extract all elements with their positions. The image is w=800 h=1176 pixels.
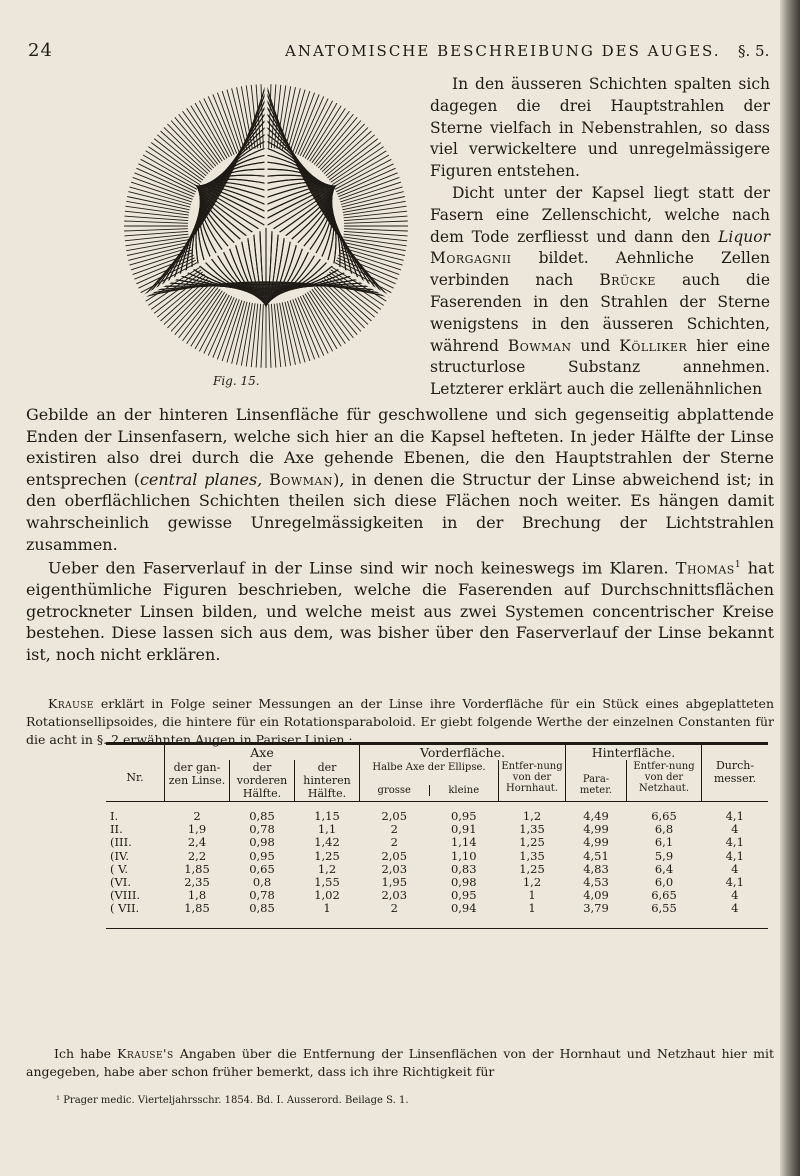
row-label: (IV. [110, 848, 129, 863]
table-row [106, 802, 768, 824]
table-cell: 4,1 [725, 848, 744, 863]
table-cell: 1,2 [522, 875, 542, 890]
table-cell: 0,95 [450, 888, 477, 903]
table-cell: 6,65 [651, 809, 677, 823]
table-row [106, 902, 768, 928]
table-cell: 1,35 [519, 822, 545, 837]
table-cell: 0,85 [249, 809, 275, 823]
table-cell: 2,2 [187, 848, 207, 863]
table-cell: 2,05 [381, 809, 408, 823]
main-body-text [26, 404, 774, 665]
row-label: (VIII. [110, 888, 141, 903]
table-cell: 0,85 [249, 901, 275, 916]
table-cell: 6,4 [654, 861, 674, 876]
table-cell: 1,25 [314, 848, 340, 863]
table-cell: 0,8 [252, 875, 272, 890]
col-entfernung-hornhaut: Entfer-nung von der Hornhaut. [499, 760, 566, 802]
table-cell: 4,49 [583, 809, 609, 823]
table-cell: 0,83 [450, 861, 477, 876]
table-cell: 1,2 [522, 809, 542, 823]
table-cell: 3,79 [583, 901, 609, 916]
paragraph: In den äusseren Schichten spalten sich dagegen die drei Hauptstrahlen der Sterne vielfach in Nebenstrahlen, so dass viel verwickeltere und unregelmässigere Figuren entstehen. [430, 75, 770, 181]
table-cell: 0,98 [450, 875, 477, 890]
paragraph: Dicht unter der Kapsel liegt statt der Fasern eine Zellenschicht, welche nach dem Tode zerfliesst und dann den Liquor Morgagnii bildet. Aehnliche Zellen verbinden nach Brücke auch die Faserenden in den Strahlen der Sterne wenigstens in den äusseren Schichten, während Bowman und Kölliker hier eine structurlose Substanz annehmen. Letzterer erklärt auch die zellenähnlichen [430, 183, 771, 399]
col-vorderen: der vorderen Hälfte. [230, 760, 295, 802]
table-cell: 4 [731, 888, 739, 903]
table-cell: 4,09 [583, 888, 609, 903]
row-label: ( VII. [110, 901, 140, 916]
table-cell: 1,85 [184, 861, 210, 876]
table-cell: 6,8 [654, 822, 674, 837]
table-cell: 0,78 [249, 822, 275, 837]
table-cell: 0,78 [249, 888, 275, 903]
table-cell: 1,1 [317, 822, 337, 837]
table-cell: 1 [323, 901, 331, 916]
table-cell: 1,85 [184, 901, 210, 916]
lens-star-figure [108, 78, 424, 374]
table-cell: 0,65 [249, 861, 275, 876]
table-cell: 1,10 [450, 848, 477, 863]
table-cell: 1,9 [187, 822, 207, 837]
table-cell: 4,1 [725, 875, 744, 890]
table-cell: 1,25 [519, 861, 545, 876]
col-nr: Nr. [106, 744, 165, 802]
table-cell: 5,9 [654, 848, 674, 863]
row-label: ( V. [110, 861, 129, 876]
page-number: 24 [28, 40, 53, 61]
table-cell: 1,95 [381, 875, 408, 890]
table-cell: 4,53 [583, 875, 609, 890]
col-group-vorderflaeche: Vorderfläche. [360, 744, 566, 761]
table-cell: 4,1 [725, 835, 744, 850]
col-group-axe: Axe [165, 744, 360, 761]
running-title: ANATOMISCHE BESCHREIBUNG DES AUGES. [285, 42, 721, 60]
table-cell: 1,25 [519, 835, 545, 850]
small-print-paragraph: Krause erklärt in Folge seiner Messungen an der Linse ihre Vorderfläche für ein Stück eines abgeplatteten Rotationsellipsoides, die hintere für ein Rotationsparaboloid. Er giebt folgende Werthe der einzelnen Constanten für die acht in §. 2 erwähnten Augen in Pariser Linien : [26, 696, 774, 747]
table-cell: 4,99 [583, 835, 609, 850]
table-cell: 2,05 [381, 848, 408, 863]
paragraph: Gebilde an der hinteren Linsenfläche für geschwollene und sich gegenseitig abplattende Enden der Linsenfasern, welche sich hier an die Kapsel hefteten. In jeder Hälfte der Linse existiren also drei durch die Axe gehende Ebenen, die den Hauptstrahlen der Sterne entsprechen (central planes, Bowman), in denen die Structur der Linse abweichend ist; in den oberflächlichen Schichten theilen sich diese Flächen noch weiter. Es hängen damit wahrscheinlich gewisse Unregelmässigkeiten in der Brechung der Lichtstrahlen zusammen. [26, 405, 775, 554]
table-cell: 0,95 [450, 809, 477, 823]
figure-caption: Fig. 15. [213, 374, 260, 388]
table-cell: 1,35 [519, 848, 545, 863]
table-cell: 0,98 [249, 835, 275, 850]
table-cell: 2 [390, 822, 398, 837]
table-cell: 4 [731, 861, 739, 876]
table-cell: 4,99 [583, 822, 609, 837]
table-cell: 1,42 [314, 835, 340, 850]
row-label: (VI. [110, 875, 131, 890]
table-cell: 0,94 [450, 901, 477, 916]
page-header [0, 40, 780, 70]
row-label: I. [110, 809, 119, 823]
table-cell: 0,95 [249, 848, 275, 863]
table-cell: 2,03 [381, 861, 408, 876]
table-cell: 4,83 [583, 861, 609, 876]
col-hinteren: der hinteren Hälfte. [295, 760, 360, 802]
col-entfernung-netzhaut: Entfer-nung von der Netzhaut. [627, 760, 702, 802]
table-cell: 1,02 [314, 888, 340, 903]
table-cell: 1,15 [314, 809, 340, 823]
table-cell: 6,55 [651, 901, 677, 916]
col-durchmesser: Durch-messer. [702, 744, 769, 802]
table-row [106, 836, 768, 849]
col-group-hinterflaeche: Hinterfläche. [566, 744, 702, 761]
right-column-text [430, 74, 770, 401]
table-cell: 6,1 [654, 835, 674, 850]
table-cell: 2 [193, 809, 201, 823]
book-spine-shadow [780, 0, 800, 1176]
table-cell: 4 [731, 822, 739, 837]
table-cell: 6,0 [654, 875, 674, 890]
table-cell: 1,2 [317, 861, 337, 876]
footnote: ¹ Prager medic. Vierteljahrsschr. 1854. Bd. I. Ausserord. Beilage S. 1. [56, 1095, 409, 1106]
col-ganzen: der gan-zen Linse. [165, 760, 230, 802]
table-cell: 1 [528, 901, 536, 916]
table-cell: 2,35 [184, 875, 210, 890]
table-cell: 4,1 [725, 809, 744, 823]
table-cell: 6,65 [651, 888, 677, 903]
col-parameter: Para-meter. [566, 760, 627, 802]
constants-table [106, 742, 768, 929]
table-cell: 1,8 [187, 888, 207, 903]
table-cell: 1,55 [314, 875, 340, 890]
table-cell: 2,03 [381, 888, 408, 903]
table-cell: 4,51 [583, 848, 609, 863]
table-cell: 4 [731, 901, 739, 916]
table-cell: 1 [528, 888, 536, 903]
table-cell: 2,4 [187, 835, 207, 850]
paragraph: Ueber den Faserverlauf in der Linse sind wir noch keineswegs im Klaren. Thomas$^1$ hat eigenthümliche Figuren beschrieben, welche die Faserenden auf Durchschnittsflächen getrockneter Linsen bilden, und welche meist aus zwei Systemen concentrischer Kreise bestehen. Diese lassen sich aus dem, was bisher über den Faserverlauf der Linse bekannt ist, noch nicht erklären. [26, 558, 775, 664]
table-cell: 1,14 [450, 835, 477, 850]
col-halbe-axe: Halbe Axe der Ellipse. grosse kleine [360, 760, 499, 802]
table-cell: 2 [390, 835, 398, 850]
row-label: II. [110, 822, 123, 837]
section-mark: §. 5. [738, 42, 770, 60]
row-label: (III. [110, 835, 132, 850]
table-row [106, 850, 768, 863]
table-cell: 2 [390, 901, 398, 916]
table-cell: 0,91 [450, 822, 477, 837]
fibre-lines [124, 84, 408, 368]
note-paragraph: Ich habe Krause's Angaben über die Entfernung der Linsenflächen von der Hornhaut und Netzhaut hier mit angegeben, habe aber schon früher bemerkt, dass ich ihre Richtigkeit für [26, 1046, 774, 1079]
